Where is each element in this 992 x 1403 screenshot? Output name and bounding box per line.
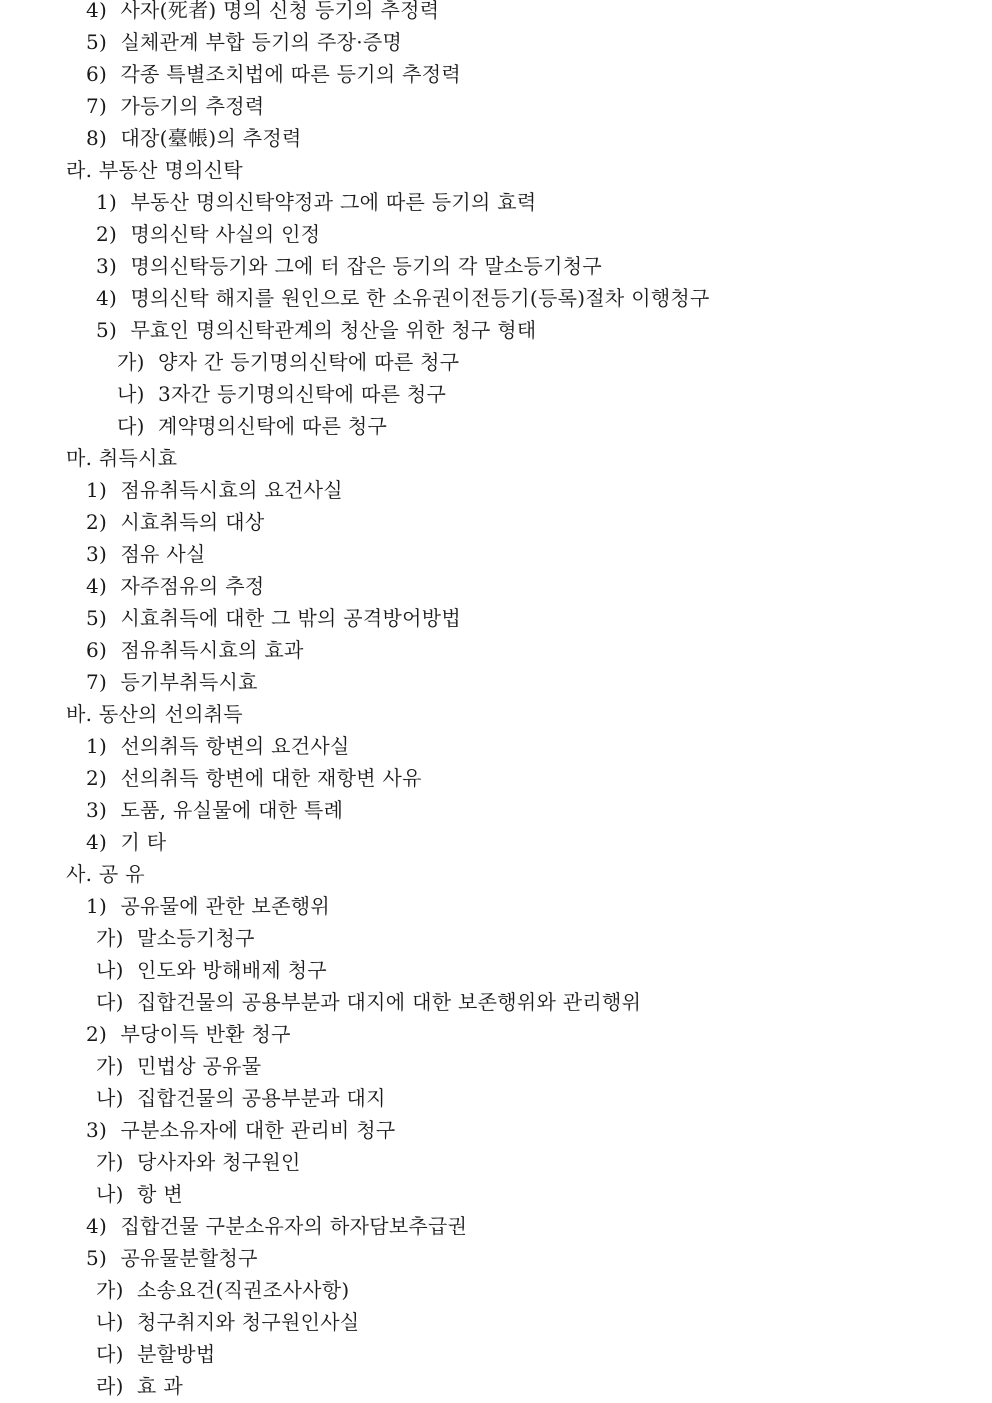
outline-item: 다) 집합건물의 공용부분과 대지에 대한 보존행위와 관리행위 <box>96 990 642 1014</box>
outline-item: 다) 분할방법 <box>96 1342 216 1366</box>
outline-item: 4) 사자(死者) 명의 신청 등기의 추정력 <box>86 0 440 22</box>
outline-item: 다) 계약명의신탁에 따른 청구 <box>117 414 388 438</box>
outline-item: 가) 민법상 공유물 <box>96 1054 262 1078</box>
outline-item: 가) 양자 간 등기명의신탁에 따른 청구 <box>117 350 460 374</box>
outline-item: 1) 선의취득 항변의 요건사실 <box>86 734 350 758</box>
outline-item: 6) 각종 특별조치법에 따른 등기의 추정력 <box>86 62 461 86</box>
outline-item: 라) 효 과 <box>96 1374 183 1398</box>
outline-item: 4) 자주점유의 추정 <box>86 574 265 598</box>
outline-item: 4) 명의신탁 해지를 원인으로 한 소유권이전등기(등록)절차 이행청구 <box>96 286 710 310</box>
section-heading: 라. 부동산 명의신탁 <box>66 158 243 182</box>
outline-item: 1) 공유물에 관한 보존행위 <box>86 894 330 918</box>
outline-item: 3) 명의신탁등기와 그에 터 잡은 등기의 각 말소등기청구 <box>96 254 603 278</box>
outline-item: 6) 점유취득시효의 효과 <box>86 638 304 662</box>
outline-item: 2) 부당이득 반환 청구 <box>86 1022 291 1046</box>
outline-item: 가) 소송요건(직권조사사항) <box>96 1278 350 1302</box>
outline-item: 4) 집합건물 구분소유자의 하자담보추급권 <box>86 1214 468 1238</box>
outline-item: 1) 점유취득시효의 요건사실 <box>86 478 343 502</box>
outline-item: 2) 시효취득의 대상 <box>86 510 265 534</box>
outline-item: 5) 공유물분할청구 <box>86 1246 258 1270</box>
outline-item: 2) 명의신탁 사실의 인정 <box>96 222 321 246</box>
outline-item: 3) 도품, 유실물에 대한 특례 <box>86 798 344 822</box>
outline-item: 나) 항 변 <box>96 1182 183 1206</box>
outline-item: 5) 실체관계 부합 등기의 주장·증명 <box>86 30 403 54</box>
outline-item: 2) 선의취득 항변에 대한 재항변 사유 <box>86 766 422 790</box>
outline-item: 3) 점유 사실 <box>86 542 206 566</box>
outline-item: 나) 3자간 등기명의신탁에 따른 청구 <box>117 382 447 406</box>
outline-item: 8) 대장(臺帳)의 추정력 <box>86 126 302 150</box>
outline-item: 7) 가등기의 추정력 <box>86 94 265 118</box>
outline-item: 가) 당사자와 청구원인 <box>96 1150 301 1174</box>
outline-item: 가) 말소등기청구 <box>96 926 255 950</box>
outline-item: 5) 무효인 명의신탁관계의 청산을 위한 청구 형태 <box>96 318 537 342</box>
outline-item: 나) 인도와 방해배제 청구 <box>96 958 327 982</box>
outline-item: 5) 시효취득에 대한 그 밖의 공격방어방법 <box>86 606 461 630</box>
outline-item: 나) 집합건물의 공용부분과 대지 <box>96 1086 386 1110</box>
outline-item: 7) 등기부취득시효 <box>86 670 258 694</box>
outline-item: 1) 부동산 명의신탁약정과 그에 따른 등기의 효력 <box>96 190 537 214</box>
section-heading: 바. 동산의 선의취득 <box>66 702 243 726</box>
outline-item: 4) 기 타 <box>86 830 167 854</box>
outline-item: 나) 청구취지와 청구원인사실 <box>96 1310 360 1334</box>
section-heading: 마. 취득시효 <box>66 446 178 470</box>
section-heading: 사. 공 유 <box>66 862 145 886</box>
outline-item: 3) 구분소유자에 대한 관리비 청구 <box>86 1118 396 1142</box>
